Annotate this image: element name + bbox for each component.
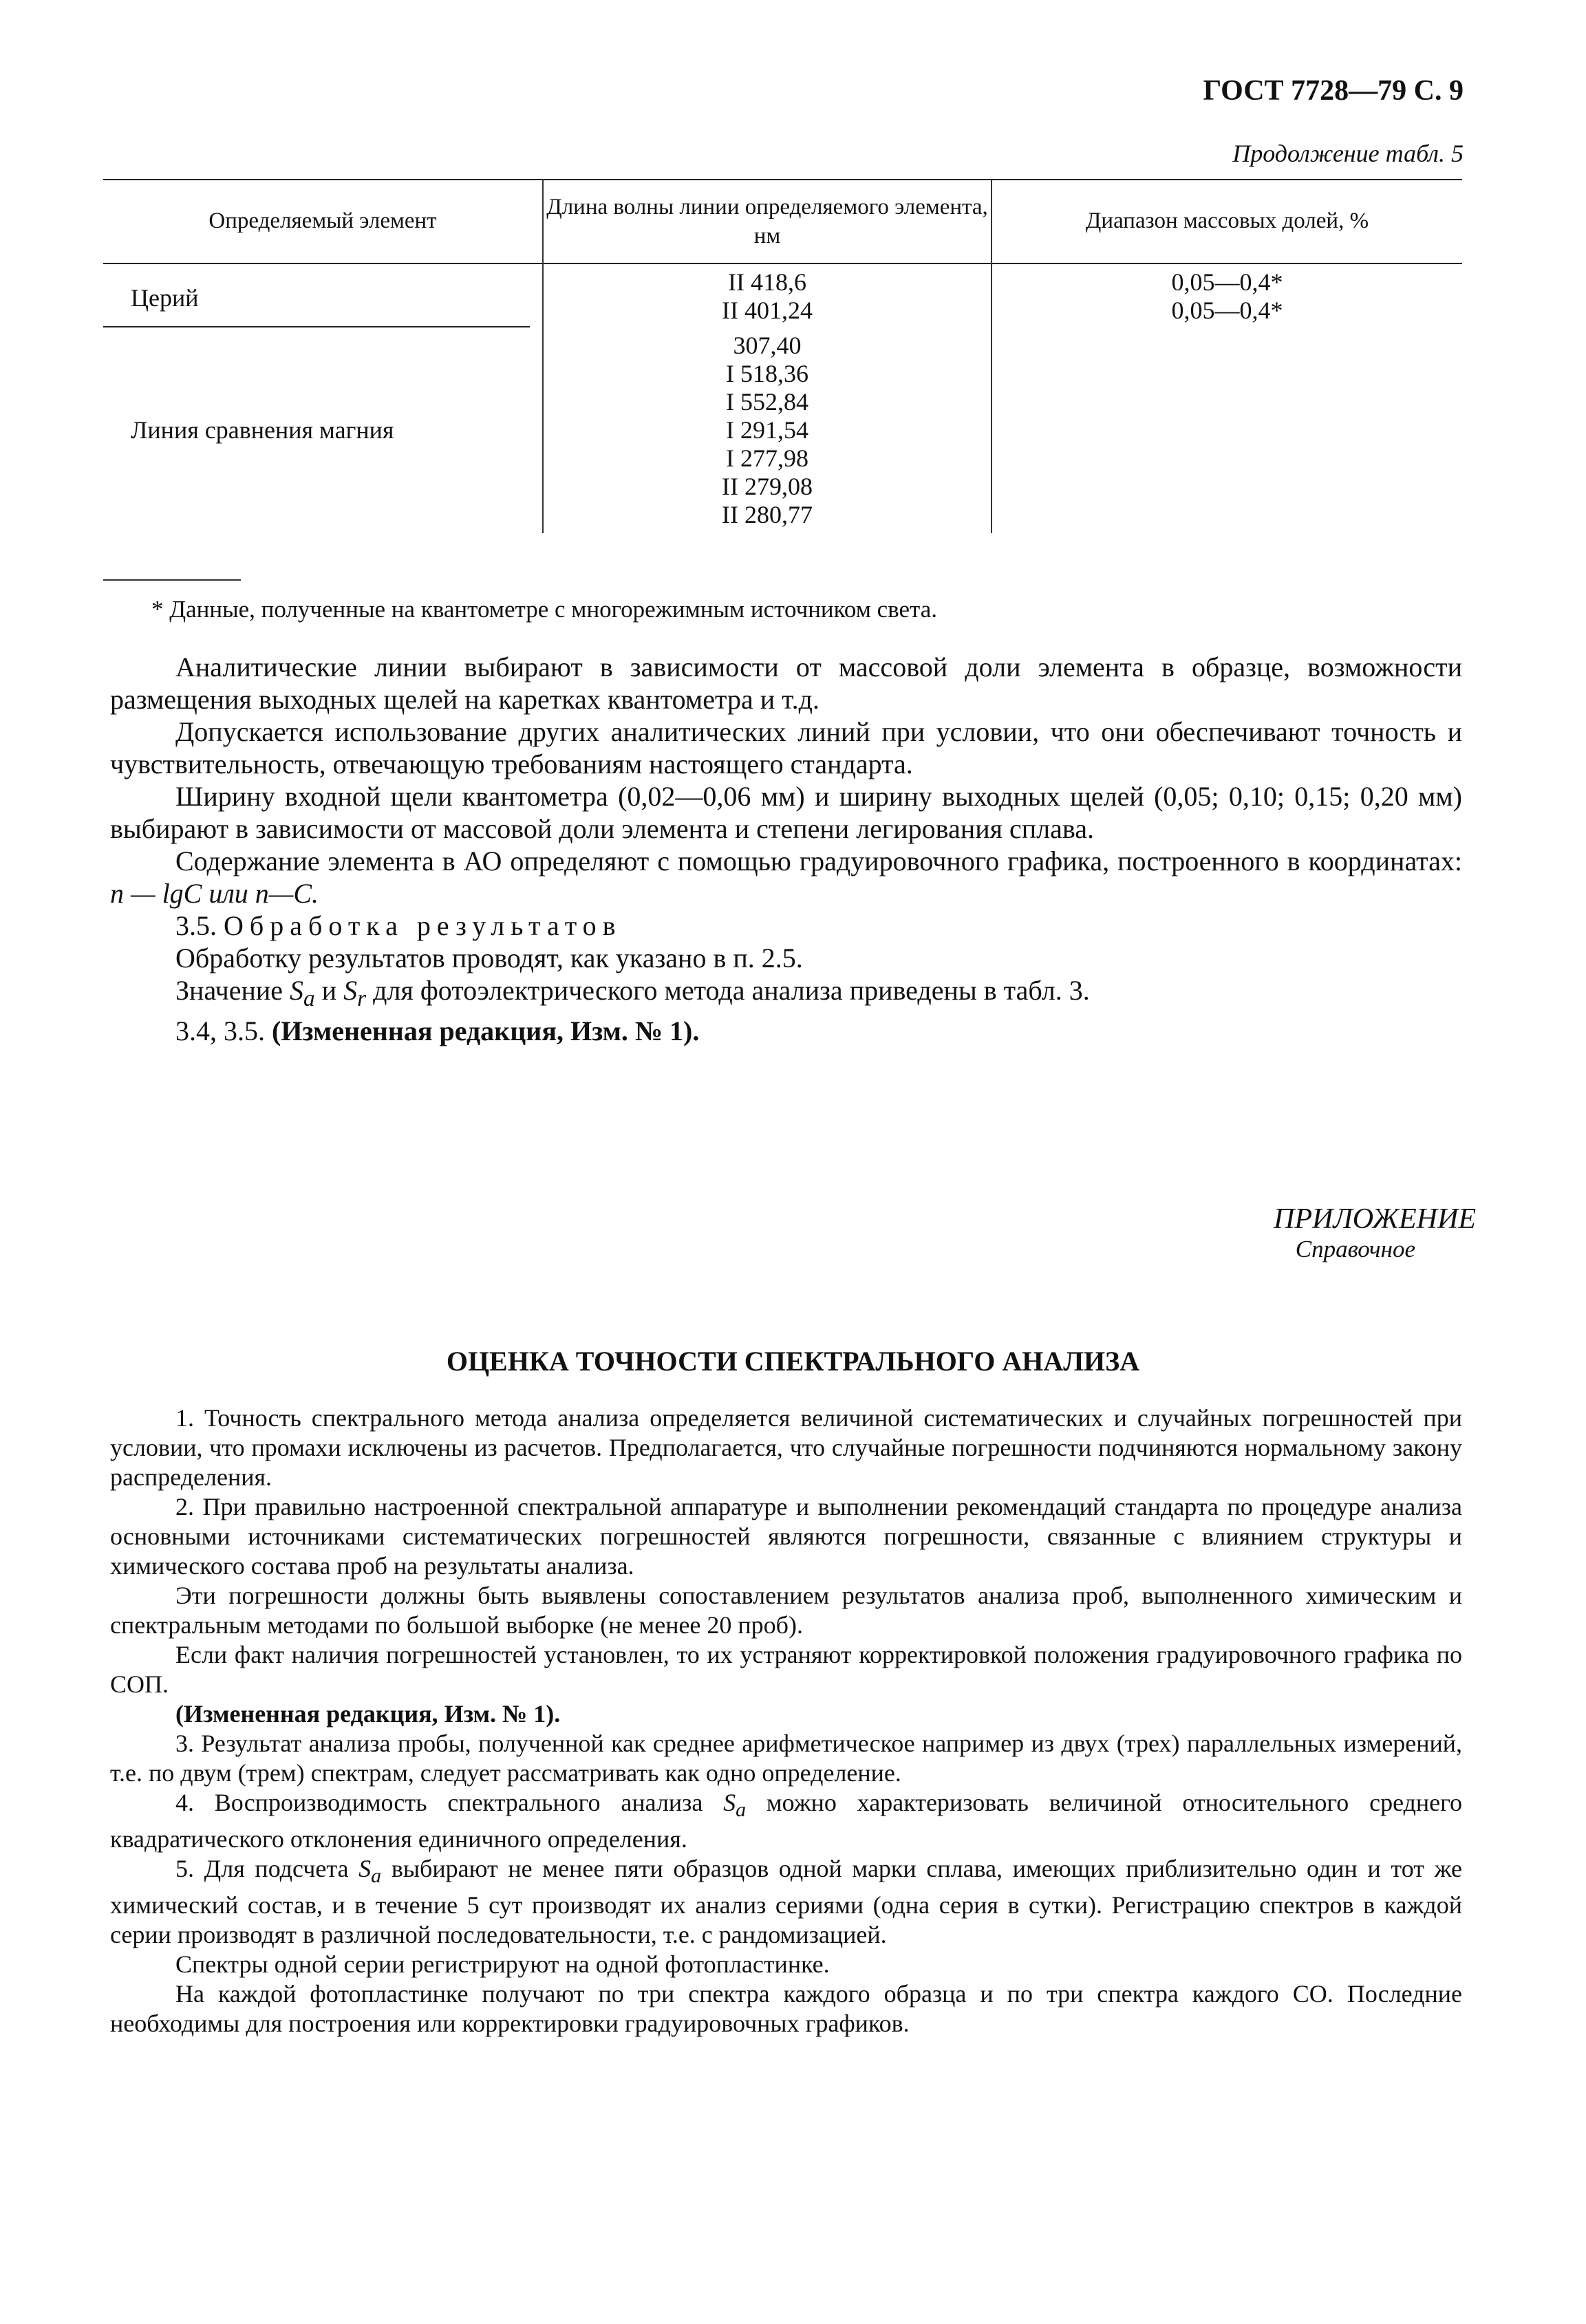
section-title: Обработка результатов xyxy=(224,910,622,941)
symbol-sa xyxy=(723,1789,747,1822)
paragraph-text: для фотоэлектрического метода анализа приведены в табл. 3. xyxy=(366,975,1090,1006)
table-cell-wavelength: II 279,08 xyxy=(722,473,813,500)
table-cell-wavelength: II 280,77 xyxy=(722,501,813,528)
paragraph-text: 5. Для подсчета xyxy=(175,1855,359,1883)
paragraph: Эти погрешности должны быть выявлены сопоставлением результатов анализа проб, выполненного химическим и спектральным методами по большой выборке (не менее 20 проб). xyxy=(110,1582,1462,1639)
revision-note: (Измененная редакция, Изм. № 1). xyxy=(175,1700,561,1728)
paragraph-text: и xyxy=(314,975,344,1006)
table-cell-wavelength: I 291,54 xyxy=(726,416,808,444)
paragraph xyxy=(110,1854,1462,1950)
table-cell-wavelength: I 518,36 xyxy=(726,360,808,387)
paragraph: Аналитические линии выбирают в зависимости от массовой доли элемента в образце, возможности размещения выходных щелей на каретках квантометра и т.д. xyxy=(110,652,1462,715)
paragraph: Если факт наличия погрешностей установлен, то их устраняют корректировкой положения градуировочного графика по СОП. xyxy=(110,1641,1462,1698)
table-cell-element: Линия сравнения магния xyxy=(131,416,394,444)
paragraph-text: Значение xyxy=(175,975,290,1006)
symbol-letter: S xyxy=(290,975,304,1006)
paragraph xyxy=(110,1788,1462,1854)
table-row-rule xyxy=(103,326,530,327)
paragraph-text: 4. Воспроизводимость спектрального анализа xyxy=(175,1789,724,1816)
table-header-wavelength: Длина волны линии определяемого элемента, нм xyxy=(546,195,988,248)
appendix-label: ПРИЛОЖЕНИЕ xyxy=(1274,1203,1476,1235)
symbol-sa xyxy=(290,975,315,1011)
paragraph-text: Содержание элемента в АО определяют с помощью градуировочного графика, построенного в координатах: xyxy=(175,846,1462,876)
table-cell-wavelength: II 401,24 xyxy=(722,297,813,324)
table-cell-range: 0,05—0,4* xyxy=(1171,268,1283,296)
section-heading xyxy=(110,910,1462,942)
paragraph: 3. Результат анализа пробы, полученной как среднее арифметическое например из двух (трех) параллельных измерений, т.е. по двум (трем) спектрам, следует рассматривать как одно определение. xyxy=(110,1730,1462,1787)
section-number: 3.5. xyxy=(175,910,224,941)
symbol-subscript: a xyxy=(371,1864,382,1888)
table-header-element: Определяемый элемент xyxy=(208,208,437,233)
paragraph xyxy=(110,845,1462,910)
coordinates-formula: n — lgC или n—C. xyxy=(110,878,319,909)
paragraph: Ширину входной щели квантометра (0,02—0,06 мм) и ширину выходных щелей (0,05; 0,10; 0,15; 0,20 мм) выбирают в зависимости от массовой доли элемента и степени легирования сплава. xyxy=(110,781,1462,844)
symbol-letter: S xyxy=(723,1789,736,1816)
body-text xyxy=(110,651,1462,1047)
paragraph: Спектры одной серии регистрируют на одной фотопластинке. xyxy=(175,1950,830,1979)
appendix-label-block xyxy=(1274,1203,1476,1263)
page-header: ГОСТ 7728—79 С. 9 xyxy=(1203,75,1464,107)
symbol-subscript: a xyxy=(303,986,315,1011)
paragraph: На каждой фотопластинке получают по три спектра каждого образца и по три спектра каждого СО. Последние необходимы для построения или корректировки градуировочных графиков. xyxy=(110,1980,1462,2038)
paragraph-text: выбирают не менее пяти образцов одной марки сплава, имеющих приблизительно один и тот же химический состав, и в течение 5 сут производят их анализ сериями (одна серия в сутки). Регистрацию спектров в каждой серии производят в различной последовательности, т.е. с рандомизацией. xyxy=(110,1855,1462,1949)
table-cell-wavelength: II 418,6 xyxy=(728,268,806,296)
table-cell-range: 0,05—0,4* xyxy=(1171,297,1283,324)
symbol-subscript: a xyxy=(736,1798,747,1822)
footnote: * Данные, полученные на квантометре с многорежимным источником света. xyxy=(151,596,938,623)
table-cell-wavelength: 307,40 xyxy=(733,332,802,359)
paragraph: 1. Точность спектрального метода анализа определяется величиной систематических и случайных погрешностей при условии, что промахи исключены из расчетов. Предполагается, что случайные погрешности подчиняются нормальному закону распределения. xyxy=(110,1404,1462,1491)
paragraph: Обработку результатов проводят, как указано в п. 2.5. xyxy=(175,943,803,973)
paragraph-text: можно характеризовать величиной относительного среднего квадратического отклонения единичного определения. xyxy=(110,1789,1462,1853)
paragraph xyxy=(110,974,1462,1015)
paragraph: Допускается использование других аналитических линий при условии, что они обеспечивают точность и чувствительность, отвечающую требованиям настоящего стандарта. xyxy=(110,716,1462,779)
symbol-sa xyxy=(358,1855,382,1888)
symbol-sr xyxy=(343,975,367,1011)
appendix-sublabel: Справочное xyxy=(1295,1236,1415,1262)
table-cell-element: Церий xyxy=(131,284,199,312)
table-cell-wavelength: I 277,98 xyxy=(726,444,808,472)
revision-label: (Измененная редакция, Изм. № 1). xyxy=(272,1015,700,1046)
table-header-range: Диапазон массовых долей, % xyxy=(1085,208,1369,233)
revision-note xyxy=(110,1015,1462,1047)
table-header-rule xyxy=(103,263,1462,264)
appendix-title: ОЦЕНКА ТОЧНОСТИ СПЕКТРАЛЬНОГО АНАЛИЗА xyxy=(446,1346,1140,1377)
clause-numbers: 3.4, 3.5. xyxy=(175,1015,272,1046)
table-cell-wavelength: I 552,84 xyxy=(726,388,808,416)
paragraph: 2. При правильно настроенной спектральной аппаратуре и выполнении рекомендаций стандарта по процедуре анализа основными источниками систематических погрешностей являются погрешности, связанные с влиянием структуры и химического состава проб на результаты анализа. xyxy=(110,1493,1462,1580)
symbol-letter: S xyxy=(343,975,358,1006)
symbol-letter: S xyxy=(358,1855,372,1883)
appendix-text xyxy=(110,1403,1462,2038)
symbol-subscript: r xyxy=(357,986,367,1011)
table-top-rule xyxy=(103,179,1462,180)
footnote-rule xyxy=(103,579,241,581)
table-continuation-label: Продолжение табл. 5 xyxy=(1232,140,1464,167)
